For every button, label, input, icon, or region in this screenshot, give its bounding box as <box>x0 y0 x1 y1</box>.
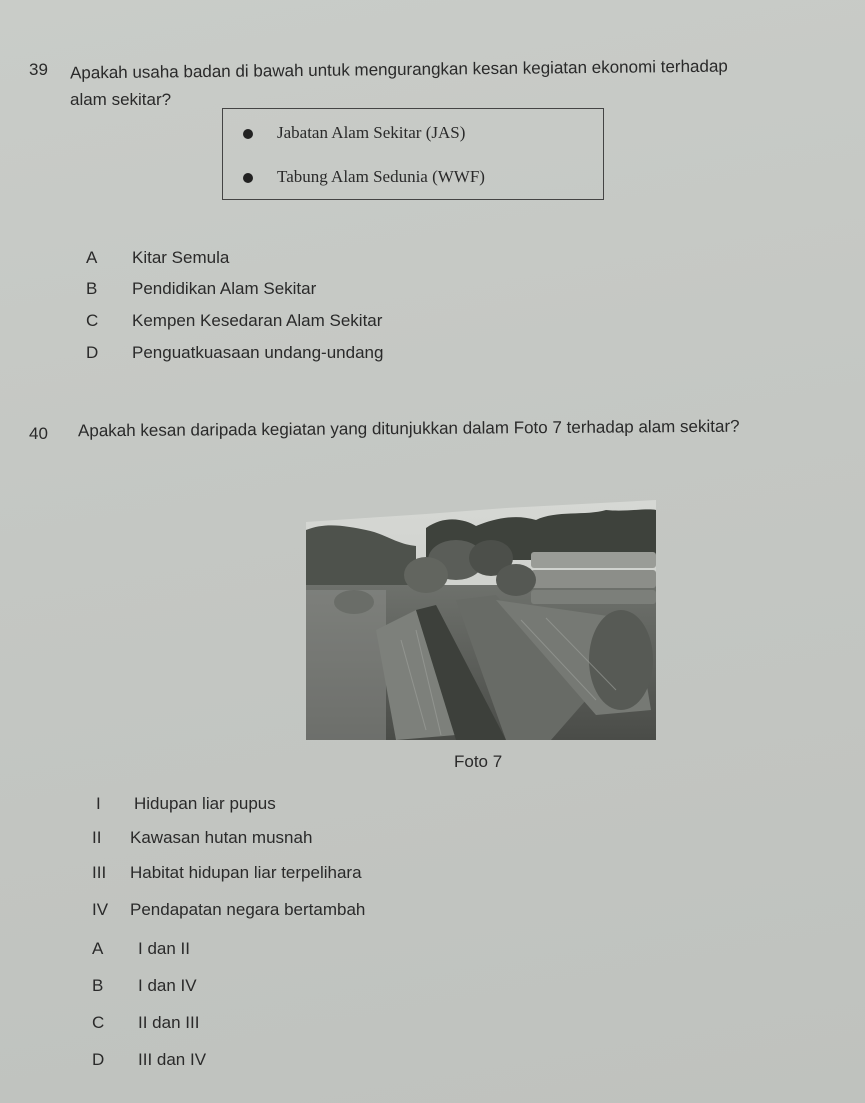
q39-option-d[interactable] <box>86 343 383 363</box>
option-letter: A <box>86 248 98 267</box>
q40-option-d[interactable] <box>92 1050 206 1070</box>
statement-numeral: IV <box>92 900 109 919</box>
box-item-jas <box>243 123 465 143</box>
question-39-text-line1: Apakah usaha badan di bawah untuk mengurangkan kesan kegiatan ekonomi terhadap <box>69 56 728 83</box>
option-text: I dan II <box>138 939 190 958</box>
option-text: Kitar Semula <box>132 248 230 267</box>
option-text: Kempen Kesedaran Alam Sekitar <box>132 311 383 330</box>
option-text: II dan III <box>138 1013 200 1032</box>
box-item-wwf <box>243 167 485 187</box>
bullet-icon <box>243 129 253 139</box>
option-text: Penguatkuasaan undang-undang <box>132 343 384 362</box>
organization-box <box>222 108 604 200</box>
statement-i <box>96 794 276 814</box>
option-letter: A <box>92 939 104 958</box>
bullet-icon <box>243 173 253 183</box>
statement-iii <box>92 863 362 883</box>
photo-caption: Foto 7 <box>454 752 503 771</box>
q40-option-b[interactable] <box>92 976 197 996</box>
q40-option-a[interactable] <box>92 939 190 959</box>
statement-text: Hidupan liar pupus <box>134 794 276 813</box>
statement-iv <box>92 900 365 920</box>
option-letter: D <box>92 1050 105 1069</box>
q39-option-b[interactable] <box>86 279 316 299</box>
option-text: Pendidikan Alam Sekitar <box>132 279 317 298</box>
statement-ii <box>92 828 312 848</box>
question-39-text-line2: alam sekitar? <box>70 90 172 109</box>
option-letter: B <box>86 279 98 298</box>
statement-numeral: II <box>92 828 102 847</box>
box-item-label: Tabung Alam Sedunia (WWF) <box>277 167 485 186</box>
q40-option-c[interactable] <box>92 1013 199 1033</box>
option-letter: D <box>86 343 99 362</box>
option-text: I dan IV <box>138 976 197 995</box>
option-letter: C <box>86 311 99 330</box>
statement-numeral: III <box>92 863 107 882</box>
statement-text: Habitat hidupan liar terpelihara <box>130 863 362 882</box>
q39-option-a[interactable] <box>86 248 229 268</box>
question-40-number: 40 <box>29 424 48 443</box>
box-item-label: Jabatan Alam Sekitar (JAS) <box>277 123 466 142</box>
option-text: III dan IV <box>138 1050 207 1069</box>
option-letter: B <box>92 976 104 995</box>
statement-text: Pendapatan negara bertambah <box>130 900 366 919</box>
q39-option-c[interactable] <box>86 311 382 331</box>
statement-text: Kawasan hutan musnah <box>130 828 313 847</box>
statement-numeral: I <box>96 794 101 813</box>
photo-7-logs-image <box>306 500 656 740</box>
question-40-text: Apakah kesan daripada kegiatan yang ditunjukkan dalam Foto 7 terhadap alam sekitar? <box>77 416 740 441</box>
option-letter: C <box>92 1013 105 1032</box>
question-39-number: 39 <box>29 60 48 79</box>
